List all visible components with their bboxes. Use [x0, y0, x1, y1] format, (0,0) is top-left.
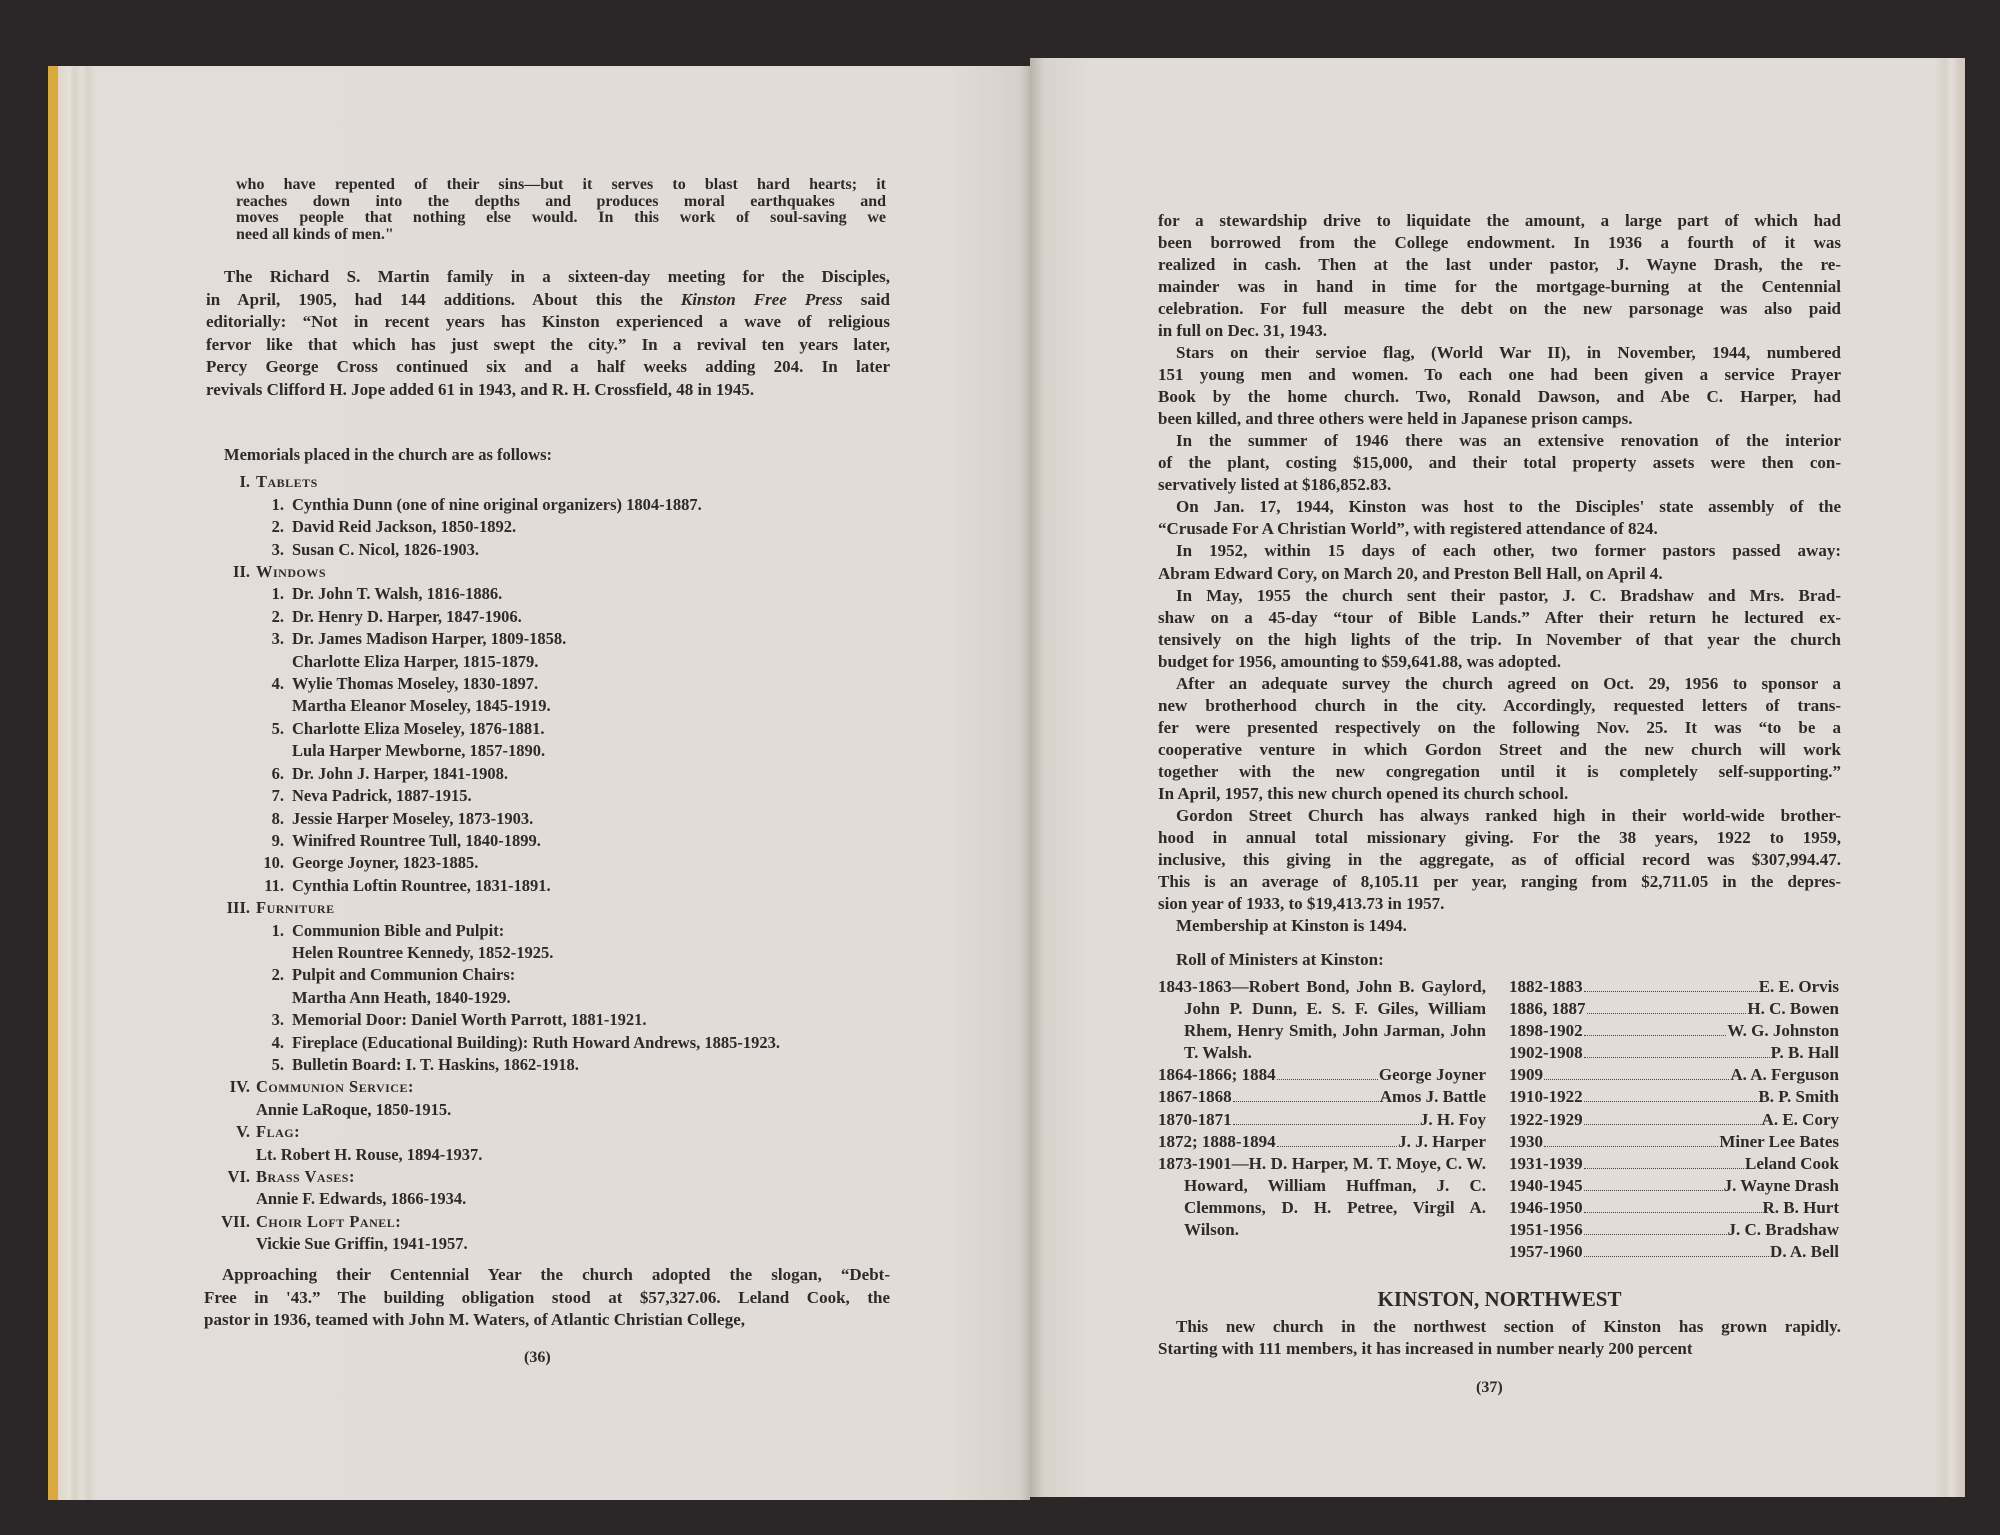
item-number: 7. [271, 786, 284, 806]
item-text: Wylie Thomas Moseley, 1830-1897. [292, 674, 539, 694]
section-numeral: VII. [221, 1211, 250, 1231]
text-line: celebration. For full measure the debt on the new parsonage was also paid [1158, 299, 1841, 319]
dot-leader [1277, 1146, 1398, 1147]
item-number: 1. [271, 494, 284, 514]
text-line: Approaching their Centennial Year the church adopted the slogan, “Debt- [222, 1265, 890, 1284]
memorial-item [206, 516, 890, 538]
roll-name: H. C. Bowen [1747, 999, 1839, 1019]
item-number: 4. [271, 1032, 284, 1052]
memorial-value: Annie F. Edwards, 1866-1934. [256, 1189, 467, 1209]
memorial-item [206, 539, 890, 561]
text-line: fer were presented respectively on the following Nov. 25. It was “to be a [1158, 717, 1841, 737]
text-line: This new church in the northwest section of Kinston has grown rapidly. [1176, 1317, 1841, 1336]
memorials-list [206, 444, 890, 1256]
roll-years: 1909 [1509, 1065, 1543, 1085]
dot-leader [1544, 1079, 1729, 1080]
text-line: The Richard S. Martin family in a sixteen-day meeting for the Disciples, [224, 267, 890, 286]
item-number: 8. [271, 808, 284, 828]
item-text: Neva Padrick, 1887-1915. [292, 786, 472, 806]
section-numeral: I. [239, 472, 250, 492]
roll-entry [1158, 1131, 1486, 1153]
quote-paragraph [236, 177, 886, 243]
text-line: inclusive, this giving in the aggregate, as of official record was $307,994.47. [1158, 849, 1841, 869]
item-text: Dr. John J. Harper, 1841-1908. [292, 763, 509, 783]
item-text-continued: Martha Eleanor Moseley, 1845-1919. [292, 696, 551, 716]
roll-left-column [1158, 976, 1486, 1241]
page-number-right: (37) [1476, 1379, 1503, 1396]
dot-leader [1544, 1146, 1718, 1147]
page-number-left: (36) [524, 1349, 551, 1366]
roll-name: J. C. Bradshaw [1727, 1220, 1839, 1240]
roll-title: Roll of Ministers at Kinston: [1176, 950, 1384, 969]
roll-name: W. G. Johnston [1727, 1021, 1839, 1041]
closing-paragraph [204, 1264, 890, 1332]
roll-entry [1509, 1131, 1839, 1153]
memorial-item [206, 830, 890, 852]
text-line: reaches down into the depths and produces moral earthquakes and [236, 192, 886, 210]
roll-entry [1158, 1086, 1486, 1108]
section-title: Communion Service: [256, 1077, 414, 1097]
roll-years: 1922-1929 [1509, 1109, 1583, 1129]
roll-years: 1864-1866; 1884 [1158, 1065, 1276, 1085]
roll-years: 1882-1883 [1509, 977, 1583, 996]
roll-name: E. E. Orvis [1758, 977, 1839, 996]
item-number: 3. [271, 629, 284, 649]
text-line: for a stewardship drive to liquidate the amount, a large part of which had [1158, 211, 1841, 230]
roll-entry: 1843-1863—Robert Bond, John B. Gaylord, John P. Dunn, E. S. F. Giles, William Rhem, Henry Smith, John Jarman, John T. Walsh. [1158, 977, 1486, 1063]
text-line: Abram Edward Cory, on March 20, and Preston Bell Hall, on April 4. [1158, 563, 1663, 583]
section-title: Choir Loft Panel: [256, 1211, 402, 1231]
item-number: 10. [263, 853, 284, 873]
text-line: Percy George Cross continued six and a half weeks adding 204. In later [206, 357, 890, 377]
dot-leader [1584, 1212, 1762, 1213]
item-text: Pulpit and Communion Chairs: [292, 965, 516, 985]
memorial-item [206, 1009, 890, 1031]
roll-entry [1509, 1042, 1839, 1064]
text-line: revivals Clifford H. Jope added 61 in 1943, and R. H. Crossfield, 48 in 1945. [206, 379, 755, 399]
memorial-section-heading [206, 471, 890, 493]
text-line: been borrowed from the College endowment. In 1936 a fourth of it was [1158, 233, 1841, 253]
item-text: David Reid Jackson, 1850-1892. [292, 517, 517, 537]
item-number: 11. [264, 875, 284, 895]
memorial-item [206, 875, 890, 897]
text-line: pastor in 1936, teamed with John M. Waters, of Atlantic Christian College, [204, 1310, 745, 1330]
left-body-text [206, 266, 890, 402]
roll-entry: 1873-1901—H. D. Harper, M. T. Moye, C. W. Howard, William Huffman, J. C. Clemmons, D. H. Petree, Virgil A. Wilson. [1158, 1153, 1486, 1240]
item-text-continued: Charlotte Eliza Harper, 1815-1879. [292, 651, 539, 671]
item-text: Winifred Rountree Tull, 1840-1899. [292, 830, 541, 850]
item-number: 1. [271, 920, 284, 940]
roll-years: 1931-1939 [1509, 1153, 1583, 1173]
text-line: fervor like that which has just swept the city.” In a revival ten years later, [206, 334, 890, 354]
item-text: George Joyner, 1823-1885. [292, 853, 479, 873]
text-line: After an adequate survey the church agreed on Oct. 29, 1956 to sponsor a [1176, 673, 1841, 693]
item-text: Dr. Henry D. Harper, 1847-1906. [292, 606, 522, 626]
roll-years: 1898-1902 [1509, 1021, 1583, 1041]
roll-years: 1867-1868 [1158, 1087, 1232, 1107]
item-text-continued: Helen Rountree Kennedy, 1852-1925. [292, 942, 554, 962]
roll-name: Miner Lee Bates [1719, 1131, 1839, 1151]
section-heading: KINSTON, NORTHWEST [1377, 1287, 1622, 1311]
item-number: 9. [271, 830, 284, 850]
roll-years: 1886, 1887 [1509, 999, 1586, 1019]
item-number: 5. [271, 1054, 284, 1074]
text-line: been killed, and three others were held in Japanese prison camps. [1158, 409, 1633, 429]
roll-entry [1509, 1086, 1839, 1108]
memorial-section-heading [206, 1166, 890, 1188]
text-line: Gordon Street Church has always ranked high in their world-wide brother- [1176, 805, 1841, 825]
section-title: Furniture [256, 898, 335, 918]
newspaper-name: Kinston Free Press [680, 289, 843, 309]
dot-leader [1584, 1256, 1769, 1257]
text-line: who have repented of their sins—but it serves to blast hard hearts; it [236, 176, 886, 193]
item-text: Susan C. Nicol, 1826-1903. [292, 539, 480, 559]
roll-entry [1509, 1153, 1839, 1175]
dot-leader [1277, 1079, 1378, 1080]
text-line: tensively on the high lights of the trip. In November of that year the church [1158, 629, 1841, 649]
roll-years: 1870-1871 [1158, 1109, 1232, 1129]
dot-leader [1584, 1190, 1723, 1191]
text-line: new brotherhood church in the city. Accordingly, requested letters of trans- [1158, 695, 1841, 715]
text-line: Starting with 111 members, it has increased in number nearly 200 percent [1158, 1339, 1693, 1358]
memorial-item [206, 583, 890, 605]
roll-entry [1509, 1197, 1839, 1219]
memorial-item [206, 763, 890, 785]
roll-years: 1951-1956 [1509, 1220, 1583, 1240]
text-line: In 1952, within 15 days of each other, two former pastors passed away: [1176, 541, 1841, 561]
text-line: realized in cash. Then at the last under pastor, J. Wayne Drash, the re- [1158, 255, 1841, 275]
section-numeral: IV. [229, 1077, 250, 1097]
section-numeral: V. [236, 1122, 250, 1142]
dot-leader [1584, 1101, 1758, 1102]
item-number: 4. [271, 674, 284, 694]
dot-leader [1587, 1013, 1747, 1014]
roll-years: 1902-1908 [1509, 1043, 1583, 1063]
memorial-item [206, 628, 890, 650]
roll-entry [1509, 1020, 1839, 1042]
memorial-item [206, 1032, 890, 1054]
memorial-item [206, 852, 890, 874]
text-line: In May, 1955 the church sent their pastor, J. C. Bradshaw and Mrs. Brad- [1176, 585, 1841, 605]
dot-leader [1584, 1234, 1727, 1235]
text-line: Stars on their servioe flag, (World War II), in November, 1944, numbered [1176, 343, 1841, 363]
memorial-value: Annie LaRoque, 1850-1915. [256, 1099, 452, 1119]
roll-entry [1509, 1109, 1839, 1131]
section-title: Tablets [256, 472, 318, 492]
item-text: Cynthia Dunn (one of nine original organizers) 1804-1887. [292, 494, 702, 514]
roll-name: Amos J. Battle [1379, 1087, 1486, 1107]
roll-entry [1509, 1064, 1839, 1086]
item-number: 2. [271, 965, 284, 985]
text-line: “Crusade For A Christian World”, with registered attendance of 824. [1158, 519, 1658, 539]
text-line: sion year of 1933, to $19,413.73 in 1957. [1158, 893, 1445, 913]
section-title: Flag: [256, 1122, 301, 1142]
item-number: 1. [271, 584, 284, 604]
item-text: Communion Bible and Pulpit: [292, 920, 505, 940]
dot-leader [1233, 1124, 1419, 1125]
roll-years: 1872; 1888-1894 [1158, 1131, 1276, 1151]
dot-leader [1584, 1168, 1744, 1169]
roll-name: George Joyner [1378, 1065, 1486, 1085]
item-text: Jessie Harper Moseley, 1873-1903. [292, 808, 534, 828]
dot-leader [1584, 1035, 1727, 1036]
item-text: Memorial Door: Daniel Worth Parrott, 1881-1921. [292, 1010, 647, 1030]
item-number: 3. [271, 539, 284, 559]
right-body-text [1158, 210, 1841, 937]
roll-years: 1940-1945 [1509, 1175, 1583, 1195]
dot-leader [1584, 991, 1758, 992]
text-line: Book by the home church. Two, Ronald Dawson, and Abe C. Harper, had [1158, 387, 1841, 407]
item-number: 2. [271, 606, 284, 626]
roll-name: A. A. Ferguson [1730, 1065, 1839, 1085]
roll-years: 1957-1960 [1509, 1242, 1583, 1262]
section-title: Brass Vases: [256, 1167, 355, 1186]
roll-entry [1509, 1219, 1839, 1241]
roll-entry [1158, 1064, 1486, 1086]
dot-leader [1584, 1057, 1770, 1058]
roll-right-column [1509, 976, 1839, 1263]
memorials-intro: Memorials placed in the church are as follows: [224, 445, 552, 464]
item-text: Dr. James Madison Harper, 1809-1858. [292, 629, 567, 649]
text-line: need all kinds of men." [236, 225, 394, 243]
memorial-item [206, 494, 890, 516]
roll-name: D. A. Bell [1770, 1242, 1839, 1262]
memorial-item [206, 964, 890, 986]
text-line: shaw on a 45-day “tour of Bible Lands.” After their return he lectured ex- [1158, 607, 1841, 627]
memorial-item [206, 673, 890, 695]
memorial-section-heading [206, 1076, 890, 1098]
roll-name: R. B. Hurt [1762, 1197, 1839, 1217]
text-line: In April, 1957, this new church opened its church school. [1158, 783, 1569, 803]
roll-years: 1910-1922 [1509, 1087, 1583, 1107]
memorial-item [206, 808, 890, 830]
text-line: In the summer of 1946 there was an extensive renovation of the interior [1176, 431, 1841, 451]
roll-name: Leland Cook [1745, 1153, 1839, 1173]
item-text: Dr. John T. Walsh, 1816-1886. [292, 584, 503, 604]
roll-name: J. J. Harper [1398, 1131, 1486, 1151]
text-line: together with the new congregation until it is completely self-supporting.” [1158, 761, 1841, 781]
roll-name: J. H. Foy [1419, 1109, 1486, 1129]
item-number: 6. [271, 763, 284, 783]
memorial-section-heading [206, 561, 890, 583]
roll-entry [1509, 1241, 1839, 1263]
roll-years: 1930 [1509, 1131, 1543, 1151]
item-text-continued: Martha Ann Heath, 1840-1929. [292, 987, 511, 1007]
section-numeral: II. [233, 562, 250, 582]
roll-name: J. Wayne Drash [1723, 1175, 1839, 1195]
roll-entry [1509, 1175, 1839, 1197]
text-line: moves people that nothing else would. In this work of soul-saving we [236, 209, 886, 227]
text-line: cooperative venture in which Gordon Street and the new church will work [1158, 739, 1841, 759]
memorial-section-heading [206, 1121, 890, 1143]
section-numeral: III. [226, 898, 250, 918]
item-text-continued: Lula Harper Mewborne, 1857-1890. [292, 741, 546, 761]
text-line: editorially: “Not in recent years has Kinston experienced a wave of religious [206, 312, 890, 332]
text-line: of the plant, costing $15,000, and their total property assets were then con- [1158, 453, 1841, 473]
roll-name: A. E. Cory [1761, 1109, 1839, 1129]
section-numeral: VI. [227, 1167, 250, 1186]
item-number: 5. [271, 718, 284, 738]
memorial-item [206, 920, 890, 942]
item-number: 3. [271, 1010, 284, 1030]
dot-leader [1233, 1101, 1379, 1102]
text-line: This is an average of 8,105.11 per year, ranging from $2,711.05 in the depres- [1158, 871, 1841, 891]
memorial-value: Lt. Robert H. Rouse, 1894-1937. [256, 1144, 483, 1164]
text-line: budget for 1956, amounting to $59,641.88, was adopted. [1158, 651, 1562, 671]
section-text [1158, 1316, 1841, 1360]
item-text: Charlotte Eliza Moseley, 1876-1881. [292, 718, 545, 738]
text-line: servatively listed at $186,852.83. [1158, 475, 1392, 495]
memorial-section-heading [206, 897, 890, 919]
item-text: Bulletin Board: I. T. Haskins, 1862-1918. [292, 1054, 579, 1074]
memorial-item [206, 1054, 890, 1076]
item-number: 2. [271, 517, 284, 537]
text-line: hood in annual total missionary giving. For the 38 years, 1922 to 1959, [1158, 827, 1841, 847]
memorial-item [206, 785, 890, 807]
text-line: in April, 1905, had 144 additions. About this the Kinston Free Press said [206, 289, 891, 309]
memorial-item [206, 606, 890, 628]
memorial-value: Vickie Sue Griffin, 1941-1957. [256, 1234, 468, 1254]
roll-name: P. B. Hall [1770, 1043, 1839, 1063]
text-line: Free in '43.” The building obligation stood at $57,327.06. Leland Cook, the [204, 1287, 890, 1307]
text-line: 151 young men and women. To each one had been given a service Prayer [1158, 365, 1841, 385]
roll-name: B. P. Smith [1758, 1087, 1839, 1107]
memorial-item [206, 718, 890, 740]
roll-entry [1158, 1109, 1486, 1131]
roll-entry [1509, 976, 1839, 998]
roll-years: 1946-1950 [1509, 1197, 1583, 1217]
section-title: Windows [256, 562, 327, 582]
text-line: in full on Dec. 31, 1943. [1158, 321, 1328, 341]
text-line: mainder was in hand in time for the mortgage-burning at the Centennial [1158, 277, 1841, 297]
item-text: Fireplace (Educational Building): Ruth Howard Andrews, 1885-1923. [292, 1032, 781, 1052]
memorial-section-heading [206, 1211, 890, 1233]
roll-entry [1509, 998, 1839, 1020]
dot-leader [1584, 1124, 1761, 1125]
item-text: Cynthia Loftin Rountree, 1831-1891. [292, 875, 551, 895]
text-line: On Jan. 17, 1944, Kinston was host to the Disciples' state assembly of the [1176, 497, 1841, 517]
text-line: Membership at Kinston is 1494. [1176, 916, 1407, 935]
